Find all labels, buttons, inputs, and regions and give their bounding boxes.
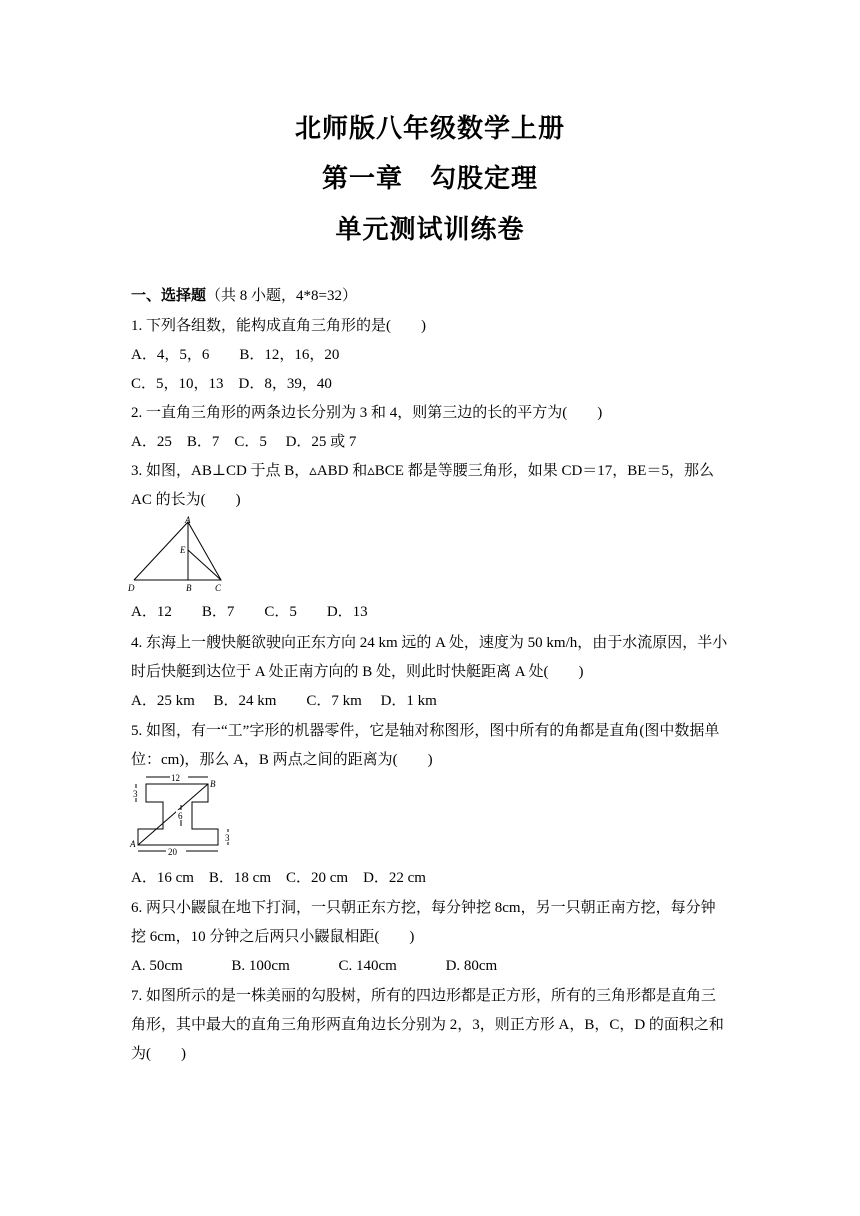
q1-options-ab: A．4，5，6 B．12，16，20 [131,347,340,363]
q4-options: A．25 km B．24 km C．7 km D．1 km [131,693,437,709]
q7-stem-2: 角形，其中最大的直角三角形两直角边长分别为 2，3，则正方形 A，B，C，D 的面积之和 [131,1017,724,1033]
dim-12: 12 [171,773,180,783]
q5-stem-2: 位：cm)，那么 A，B 两点之间的距离为( ) [131,752,433,768]
q5-options: A．16 cm B．18 cm C．20 cm D．22 cm [131,870,426,886]
q5-stem-1: 5. 如图，有一“工”字形的机器零件，它是轴对称图形，图中所有的角都是直角(图中数据单 [131,723,720,739]
dim-6: 6 [178,811,183,821]
label-A: A [130,839,136,849]
label-B: B [186,583,192,593]
q2-stem: 2. 一直角三角形的两条边长分别为 3 和 4，则第三边的长的平方为( ) [131,405,603,421]
label-A: A [185,515,191,525]
q6-options: A. 50cm B. 100cm C. 140cm D. 80cm [131,958,498,974]
dim-20: 20 [168,847,177,857]
q7-stem-3: 为( ) [131,1046,186,1062]
label-D: D [128,583,135,593]
q6-stem-1: 6. 两只小鼹鼠在地下打洞，一只朝正东方挖，每分钟挖 8cm，另一只朝正南方挖，每分钟 [131,900,716,916]
test-title: 单元测试训练卷 [335,215,525,244]
q2-options: A．25 B．7 C．5 D．25 或 7 [131,434,357,450]
q1-stem: 1. 下列各组数，能构成直角三角形的是( ) [131,318,426,334]
q7-stem-1: 7. 如图所示的是一株美丽的勾股树，所有的四边形都是正方形，所有的三角形都是直角三 [131,988,717,1004]
q3-stem-1: 3. 如图，AB⊥CD 于点 B，▵ABD 和▵BCE 都是等腰三角形，如果 CD＝17，BE＝5，那么 [131,463,714,479]
q3-options: A．12 B．7 C．5 D．13 [131,604,368,620]
dim-3-bottom: 3 [225,833,230,843]
q4-stem-2: 时后快艇到达位于 A 处正南方向的 B 处，则此时快艇距离 A 处( ) [131,664,584,680]
section-heading-line [131,284,357,305]
label-E: E [180,545,186,555]
q3-figure [126,514,226,594]
q1-options-cd: C．5，10，13 D．8，39，40 [131,376,332,392]
label-B: B [210,779,216,789]
chapter-title: 第一章 勾股定理 [321,164,538,193]
section-note: （共 8 小题，4*8=32） [206,288,357,304]
section-heading: 一、选择题 [131,288,207,304]
q5-figure [126,772,241,860]
q6-stem-2: 挖 6cm，10 分钟之后两只小鼹鼠相距( ) [131,929,415,945]
dim-3-top: 3 [133,789,138,799]
q4-stem-1: 4. 东海上一艘快艇欲驶向正东方向 24 km 远的 A 处，速度为 50 km/h，由于水流原因，半小 [131,635,728,651]
q3-stem-2: AC 的长为( ) [131,492,241,508]
label-C: C [215,583,222,593]
doc-title: 北师版八年级数学上册 [294,114,565,143]
